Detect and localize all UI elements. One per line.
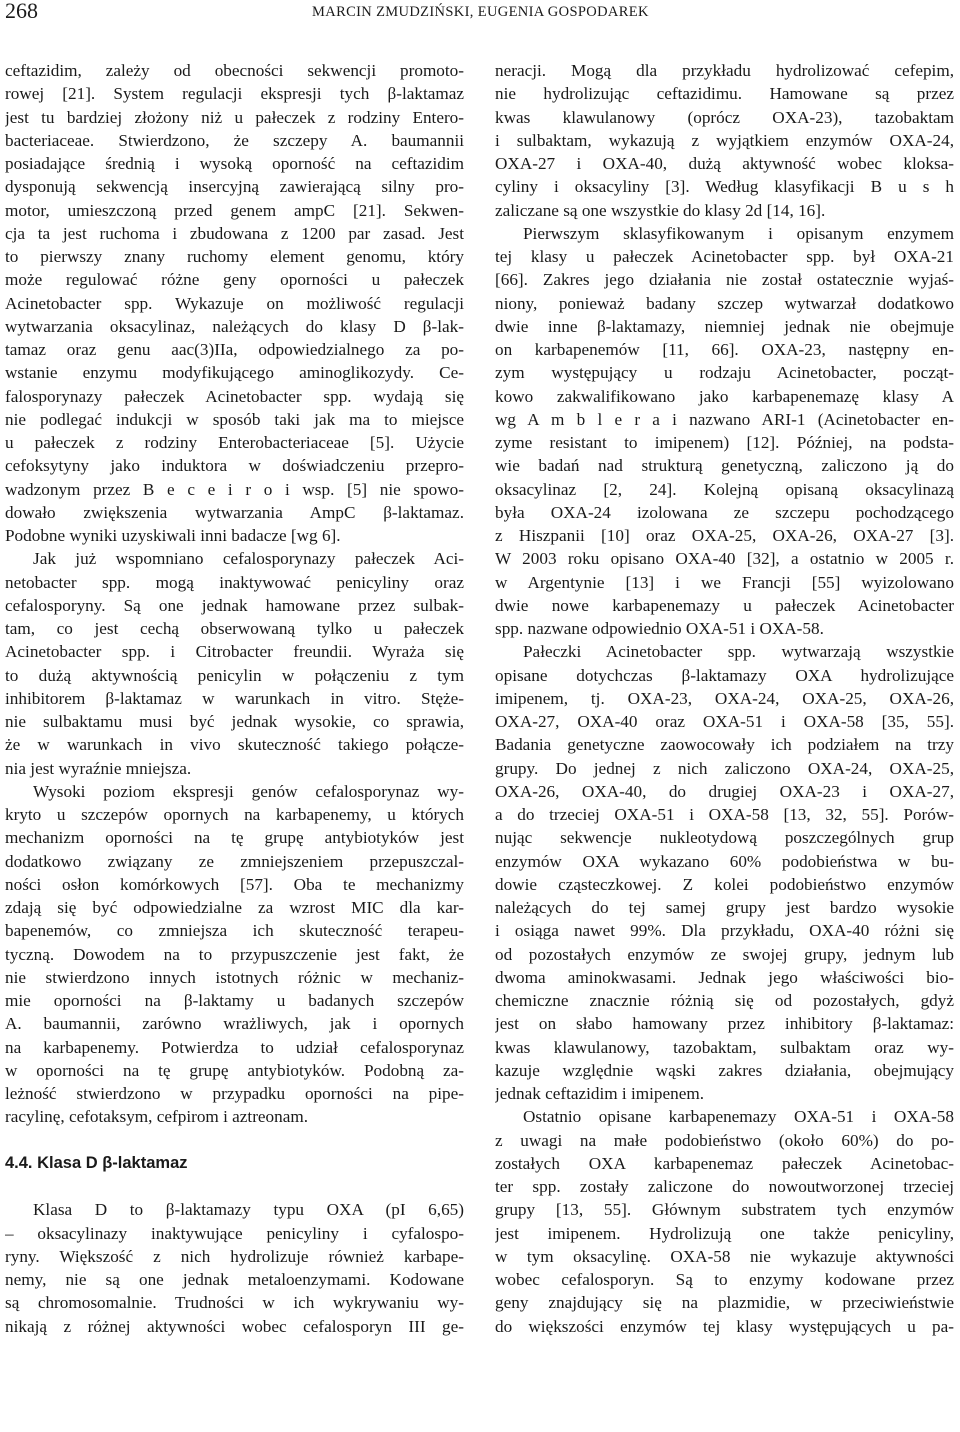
page-header (0, 0, 960, 30)
text-line: cefalosporyny. Są one jednak hamowane przez sulbak- (5, 595, 464, 615)
text-line: wg A m b l e r a i nazwano ARI-1 (Acinetobacter en- (495, 409, 954, 429)
text-line: Acinetobacter spp. Wykazuje on możliwość regulacji (5, 293, 464, 313)
right-column (495, 59, 954, 1338)
text-line: dwie inne β-laktamazy, niemniej jednak nie obejmuje (495, 316, 954, 336)
text-line: Wysoki poziom ekspresji genów cefalosporynaz wy- (33, 781, 464, 801)
text-line: geny znajdujący się na plazmidie, w przeciwieństwie (495, 1293, 954, 1313)
text-line: grupy [13, 55]. Głównym substratem tych enzymów (495, 1200, 954, 1220)
text-line: i sulbaktam, wykazują z wyjątkiem enzymów OXA-24, (495, 130, 954, 150)
blank-line (5, 1175, 464, 1198)
text-line: nemy, nie są one jednak metaloenzymami. Kodowane (5, 1270, 464, 1289)
text-line: wobec cefalosporyn. Są to enzymy kodowane przez (495, 1270, 954, 1289)
text-line: OXA-27, OXA-40 oraz OXA-51 i OXA-58 [35, 55]. (495, 712, 954, 731)
text-line: W 2003 roku opisano OXA-40 [32], a ostatnio w 2005 r. (495, 549, 954, 569)
text-line: w Argentynie [13] i we Francji [55] wyizolowano (495, 572, 954, 592)
text-line: Pierwszym sklasyfikowanym i opisanym enzymem (523, 223, 954, 243)
text-line: kazuje względnie wąski zakres działania, obejmujący (495, 1060, 954, 1080)
text-line: tej klasy u pałeczek Acinetobacter spp. był OXA-21 (495, 247, 954, 266)
text-line: nie podlegać indukcji w sposób taki jak ma to miejsce (5, 409, 464, 429)
blank-line (5, 1129, 464, 1152)
text-line: jest on słabo hamowany przez inhibitory β-laktamaz: (495, 1014, 954, 1034)
text-line: falosporynazy pałeczek Acinetobacter spp. wydają się (5, 386, 464, 406)
text-line: do większości enzymów tej klasy występujących u pa- (495, 1316, 954, 1336)
page-number: 268 (5, 0, 38, 23)
text-line: Jak już wspomniano cefalosporynazy pałeczek Aci- (33, 549, 464, 569)
text-line: dowie cząsteczkowej. Z kolei podobieństwo enzymów (495, 874, 954, 894)
text-line: dodatkowo związany ze zmniejszeniem przepuszczal- (5, 851, 464, 871)
text-line: tam, co jest cechą obserwowaną tylko u pałeczek (5, 619, 464, 638)
text-line: nie sulbaktamu musi być jednak wysokie, co sprawia, (5, 712, 464, 731)
text-line: imipenem, tj. OXA-23, OXA-24, OXA-25, OXA-26, (495, 688, 954, 708)
text-line: spp. nazwane odpowiednio OXA-51 i OXA-58. (495, 619, 824, 638)
left-column (5, 59, 464, 1338)
text-line: od pozostałych enzymów ze swojej grupy, jednym lub (495, 944, 954, 964)
text-line: jest tu bardziej złożony niż u pałeczek z rodziny Entero- (5, 107, 464, 127)
text-line: nie hydrolizując ceftazidimu. Hamowane są przez (495, 84, 954, 104)
text-line: to pierwszy znany ruchomy element genomu, który (5, 247, 464, 266)
text-line: była OXA-24 izolowana ze szczepu pochodzącego (495, 502, 954, 522)
text-line: należących do tej samej grupy jest bardzo wysokie (495, 898, 954, 917)
section-heading: 4.4. Klasa D β-laktamaz (5, 1153, 188, 1172)
text-line: posiadające średnią i wysoką oporność na ceftazidim (5, 154, 464, 173)
text-line: bacteriaceae. Stwierdzono, że szczepy A. baumannii (5, 130, 464, 150)
text-line: wadzonym przez B e c e i r o i wsp. [5] nie spowo- (5, 479, 464, 499)
text-line: Ostatnio opisane karbapenemazy OXA-51 i OXA-58 (523, 1107, 954, 1127)
text-line: ter spp. zostały zaliczone do nowoutworzonej trzeciej (495, 1177, 954, 1196)
text-line: OXA-27 i OXA-40, dużą aktywność wobec kloksa- (495, 154, 954, 173)
running-head: MARCIN ZMUDZIŃSKI, EUGENIA GOSPODAREK (312, 4, 649, 20)
text-line: wytwarzania oksacylinaz, należących do klasy D β-lak- (5, 316, 464, 336)
text-line: racylinę, cefotaksym, cefpirom i aztreonam. (5, 1107, 309, 1127)
text-line: chemiczne znacznie różnią się od pozostałych, gdyż (495, 991, 954, 1010)
text-line: cja ta jest ruchoma i zbudowana z 1200 par zasad. Jest (5, 223, 464, 243)
text-line: ceftazidim, zależy od obecności sekwencji promoto- (5, 61, 464, 80)
text-line: – oksacylinazy inaktywujące penicyliny i cyfalospo- (5, 1223, 464, 1243)
text-line: dwie nowe karbapenemazy u pałeczek Acinetobacter (495, 595, 954, 615)
text-line: opisane dotychczas β-laktamazy OXA hydrolizujące (495, 665, 954, 685)
text-line: ności osłon komórkowych [57]. Oba te mechanizmy (5, 874, 464, 894)
text-line: kwas klawulanowy (oprócz OXA-23), tazobaktam (495, 107, 954, 127)
text-line: rowej [21]. System regulacji ekspresji tych β-laktamaz (5, 84, 464, 104)
text-line: Podobne wyniki uzyskiwali inni badacze [wg 6]. (5, 526, 341, 545)
text-line: kwas klawulanowy, tazobaktam, sulbaktam oraz wy- (495, 1037, 954, 1057)
text-line: to dużą aktywnością penicylin w połączeniu z tym (5, 665, 464, 685)
text-line: zdają się być odpowiedzialne za wzrost MIC dla kar- (5, 898, 464, 917)
text-line: jednak ceftazidim i imipenem. (495, 1084, 705, 1103)
text-line: z Hiszpanii [10] oraz OXA-25, OXA-26, OXA-27 [3]. (495, 526, 954, 545)
text-line: i osiąga nawet 99%. Dla przykładu, OXA-40 różni się (495, 921, 954, 941)
text-line: z uwagi na małe podobieństwo (około 60%) do po- (495, 1130, 954, 1150)
text-line: jest imipenem. Hydrolizują one także penicyliny, (495, 1223, 954, 1243)
text-line: neracji. Mogą dla przykładu hydrolizować cefepim, (495, 61, 954, 80)
text-line: bapenemów, co zmniejsza ich skuteczność terapeu- (5, 921, 464, 941)
text-line: zostałych OXA karbapenemaz pałeczek Acinetobac- (495, 1153, 954, 1173)
text-line: netobacter spp. mogą inaktywować penicyliny oraz (5, 572, 464, 592)
text-line: dwoma aminokwasami. Jednak jego właściwości bio- (495, 967, 954, 987)
text-line: nując sekwencje nukleotydową poszczególnych grup (495, 828, 954, 848)
text-line: tyczną. Dowodem na to przypuszczenie jest fakt, że (5, 944, 464, 964)
text-line: [66]. Zakres jego działania nie został ostatecznie wyjaś- (495, 270, 954, 290)
text-line: grupy. Do jednej z nich zaliczono OXA-24, OXA-25, (495, 758, 954, 778)
text-line: na karbapenemy. Potwierdza to udział cefalosporynaz (5, 1037, 464, 1057)
text-line: mie oporności na β-laktamy u badanych szczepów (5, 991, 464, 1010)
text-line: może regulować różne geny oporności u pałeczek (5, 270, 464, 290)
text-line: w oporności na tę grupę antybiotyków. Podobną za- (5, 1060, 464, 1080)
text-line: dowało zwiększenia wytwarzania AmpC β-laktamaz. (5, 502, 464, 522)
text-line: tamaz oraz genu aac(3)IIa, odpowiedzialnego za po- (5, 340, 464, 359)
text-line: kowo zakwalifikowano jako karbapenemazę klasy A (495, 386, 954, 406)
text-line: Acinetobacter spp. i Citrobacter freundii. Wyraża się (5, 642, 464, 662)
text-line: enzymów OXA wykazano 60% podobieństwa w bu- (495, 851, 954, 871)
text-line: nie stwierdzono innych istotnych różnic w mechaniz- (5, 967, 464, 987)
text-line: że w warunkach in vivo skuteczność takiego połącze- (5, 735, 464, 755)
text-line: zym występujący u rodzaju Acinetobacter, począt- (495, 363, 954, 383)
text-line: A. baumannii, zarówno wrażliwych, jak i opornych (5, 1014, 464, 1034)
text-line: Pałeczki Acinetobacter spp. wytwarzają wszystkie (523, 642, 954, 662)
text-line: oksacylinaz [2, 24]. Kolejną opisaną oksacylinazą (495, 479, 954, 499)
text-line: zyme resistant to imipenem) [12]. Później, na podsta- (495, 433, 954, 452)
text-line: wie badań nad strukturą genetyczną, zaliczono ją do (495, 456, 954, 476)
text-line: zaliczane są one wszystkie do klasy 2d [14, 16]. (495, 200, 826, 220)
text-line: Badania genetyczne zaowocowały ich podziałem na trzy (495, 735, 954, 755)
text-line: w tym oksacylinę. OXA-58 nie wykazuje aktywności (495, 1246, 954, 1266)
text-line: cyliny i oksacyliny [3]. Według klasyfikacji B u s h (495, 177, 954, 197)
text-line: nia jest wyraźnie mniejsza. (5, 758, 192, 778)
text-line: motor, umieszczoną przed genem ampC [21]. Sekwen- (5, 200, 464, 220)
text-line: wstanie enzymu modyfikującego aminoglikozydy. Ce- (5, 363, 464, 383)
text-line: nikają z różnej aktywności wobec cefalosporyn III ge- (5, 1316, 464, 1336)
text-line: a do trzeciej OXA-51 i OXA-58 [13, 32, 55]. Porów- (495, 805, 954, 824)
text-line: leżność stwierdzono w przypadku oporności na pipe- (5, 1084, 464, 1103)
text-line: ryny. Większość z nich hydrolizuje również karbape- (5, 1246, 464, 1266)
text-line: mechanizm oporności na tę grupę antybiotyków jest (5, 828, 464, 848)
text-line: u pałeczek z rodziny Enterobacteriaceae [5]. Użycie (5, 433, 464, 452)
text-line: Klasa D to β-laktamazy typu OXA (pI 6,65) (33, 1200, 464, 1220)
text-line: on karbapenemów [11, 66]. OXA-23, następny en- (495, 340, 954, 359)
text-line: dysponują sekwencją insercyjną zawierającą silny pro- (5, 177, 464, 197)
text-line: niony, ponieważ badany szczep wytwarzał dodatkowo (495, 293, 954, 313)
text-line: inhibitorem β-laktamaz w warunkach in vitro. Stęże- (5, 688, 464, 708)
text-line: cefoksytyny jako induktora w doświadczeniu przepro- (5, 456, 464, 476)
text-line: są chromosomalnie. Trudności w ich wykrywaniu wy- (5, 1293, 464, 1313)
text-line: kryto u szczepów opornych na karbapenemy, u których (5, 805, 464, 824)
text-line: OXA-26, OXA-40, do drugiej OXA-23 i OXA-27, (495, 781, 954, 801)
